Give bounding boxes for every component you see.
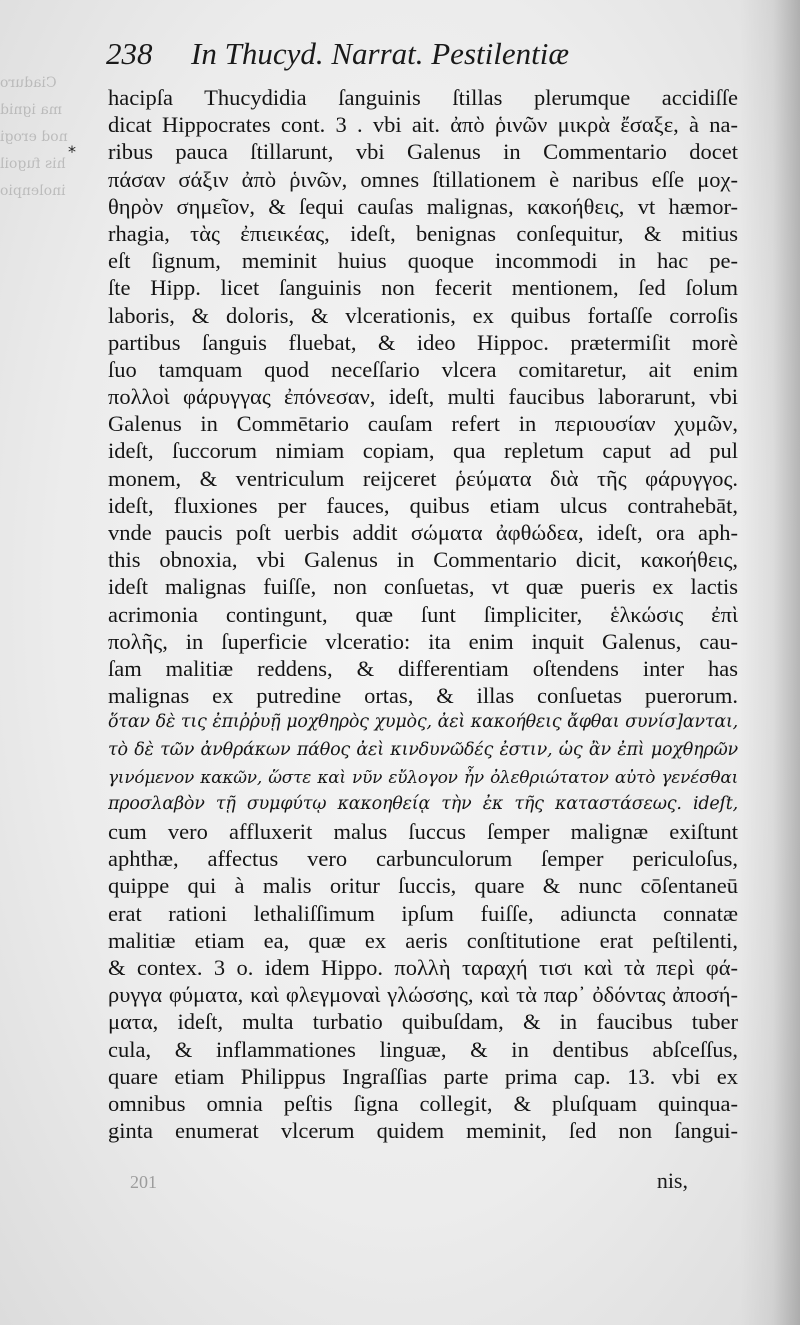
body-text bbox=[108, 84, 738, 1144]
text-line: ρυγγα φύματα, καὶ φλεγμοναὶ γλώσσης, καὶ τὰ παρ᾽ ὀδόντας ἀποσή- bbox=[108, 982, 738, 1008]
text-line: ματα, ideſt, multa turbatio quibuſdam, & in faucibus tuber bbox=[108, 1009, 738, 1035]
text-line: τὸ δὲ τῶν ἀνθράκων πάθος ἀεὶ κινδυνῶδές ἐστιν, ὡς ἂν ἐπὶ μοχθηρῶν bbox=[108, 739, 738, 760]
text-line: ideſt, ſuccorum nimiam copiam, qua repletum caput ad pul bbox=[108, 438, 738, 464]
text-line: this obnoxia, vbi Galenus in Commentario dicit, κακοήθεις, bbox=[108, 547, 738, 573]
text-line: dicat Hippocrates cont. 3 . vbi ait. ἀπὸ ῥινῶν μικρὰ ἔσαξε, à na- bbox=[108, 112, 738, 138]
text-line: ὅταν δὲ τις ἐπιῤῥυῇ μοχθηρὸς χυμὸς, ἀεὶ κακοήθεις ἄφθαι συνίσ]ανται, bbox=[108, 712, 738, 733]
text-line: erat rationi lethaliſſimum ipſum fuiſſe, adiuncta connatæ bbox=[108, 900, 738, 926]
text-line: monem, & ventriculum reijceret ῥεύματα διὰ τῆς φάρυγγος. bbox=[108, 465, 738, 491]
text-line: ſuo tamquam quod neceſſario vlcera comitaretur, ait enim bbox=[108, 356, 738, 382]
text-line: malignas ex putredine ortas, & illas conſuetas puerorum. bbox=[108, 683, 738, 709]
text-line: acrimonia contingunt, quæ ſunt ſimpliciter, ἑλκώσις ἐπὶ bbox=[108, 601, 738, 627]
signature-mark: 201 bbox=[130, 1172, 157, 1192]
text-line: θηρὸν σημεῖον, & ſequi cauſas malignas, κακοήθεις, vt hæmor- bbox=[108, 193, 738, 219]
text-line: ideſt malignas fuiſſe, non conſuetas, vt quæ pueris ex lactis bbox=[108, 574, 738, 600]
running-title: In Thucyd. Narrat. Pestilentiæ bbox=[191, 36, 570, 71]
text-line: & contex. 3 o. idem Hippo. πολλὴ ταραχή τισι καὶ τὰ περὶ φά- bbox=[108, 955, 738, 980]
margin-asterisk: * bbox=[68, 142, 76, 161]
text-line: rhagia, τὰς ἐπιεικέας, ideſt, benignas conſequitur, & mitius bbox=[108, 220, 738, 246]
text-line: πολλοὶ φάρυγγας ἐπόνεσαν, ideſt, multi faucibus laborarunt, vbi bbox=[108, 384, 738, 410]
text-line: ribus pauca ſtillarunt, vbi Galenus in Commentario docet bbox=[108, 139, 738, 165]
gutter-shadow bbox=[740, 0, 800, 1325]
text-line: Galenus in Commētario cauſam refert in περιουσίαν χυμῶν, bbox=[108, 411, 738, 437]
text-line: cum vero affluxerit malus ſuccus ſemper malignæ exiſtunt bbox=[108, 819, 738, 845]
bleed-through-text bbox=[0, 70, 95, 205]
bleed-line: nod erogi bbox=[0, 129, 68, 145]
bleed-line: his fugoil bbox=[0, 156, 66, 172]
text-line: γινόμενον κακῶν, ὥστε καὶ νῦν εὔλογον ἦν ὀλεθριώτατον αὐτὸ γενέσθαι bbox=[108, 766, 738, 787]
text-line: omnibus omnia peſtis ſigna collegit, & pluſquam quinqua- bbox=[108, 1090, 738, 1116]
text-line: eſt ſignum, meminit huius quoque incommodi in hac pe- bbox=[108, 248, 738, 274]
page-number: 238 bbox=[106, 36, 153, 71]
bleed-line: ma ignid bbox=[0, 102, 62, 118]
text-line: hacipſa Thucydidia ſanguinis ſtillas plerumque accidiſſe bbox=[108, 85, 738, 110]
text-line: ginta enumerat vlcerum quidem meminit, ſed non ſangui- bbox=[108, 1118, 738, 1144]
bleed-line: Ciaduro bbox=[0, 75, 57, 91]
text-line: προσλαβὸν τῇ συμφύτῳ κακοηθείᾳ τὴν ἐκ τῆς καταστάσεως. ideſt, bbox=[108, 793, 738, 814]
text-line: vnde paucis poſt uerbis addit σώματα ἀφθώδεα, ideſt, ora aph- bbox=[108, 520, 738, 545]
catchword: nis, bbox=[656, 1168, 688, 1193]
text-line: partibus ſanguis fluebat, & ideo Hippoc. prætermiſit morè bbox=[108, 329, 738, 355]
text-line: cula, & inflammationes linguæ, & in dentibus abſceſſus, bbox=[108, 1036, 738, 1062]
text-line: ideſt, fluxiones per fauces, quibus etiam ulcus contrahebāt, bbox=[108, 492, 738, 518]
text-line: malitiæ etiam ea, quæ ex aeris conſtitutione erat peſtilenti, bbox=[108, 927, 738, 953]
text-line: ſam malitiæ reddens, & differentiam oſtendens inter has bbox=[108, 655, 738, 681]
bleed-line: inolenpio bbox=[0, 183, 66, 199]
text-line: πάσαν σάξιν ἀπὸ ῥινῶν, omnes ſtillationem è naribus eſſe μοχ- bbox=[108, 166, 738, 192]
text-line: ſte Hipp. licet ſanguinis non fecerit mentionem, ſed ſolum bbox=[108, 275, 738, 301]
running-head bbox=[106, 36, 706, 76]
text-line: aphthæ, affectus vero carbunculorum ſemper periculoſus, bbox=[108, 846, 738, 872]
text-line: laboris, & doloris, & vlcerationis, ex quibus fortaſſe corroſis bbox=[108, 302, 738, 328]
page-footer bbox=[108, 1168, 708, 1198]
text-line: quippe qui à malis oritur ſuccis, quare & nunc cōſentaneū bbox=[108, 873, 738, 899]
text-line: πολῆς, in ſuperficie vlceratio: ita enim inquit Galenus, cau- bbox=[108, 628, 738, 654]
text-line: quare etiam Philippus Ingraſſias parte prima cap. 13. vbi ex bbox=[108, 1063, 738, 1089]
